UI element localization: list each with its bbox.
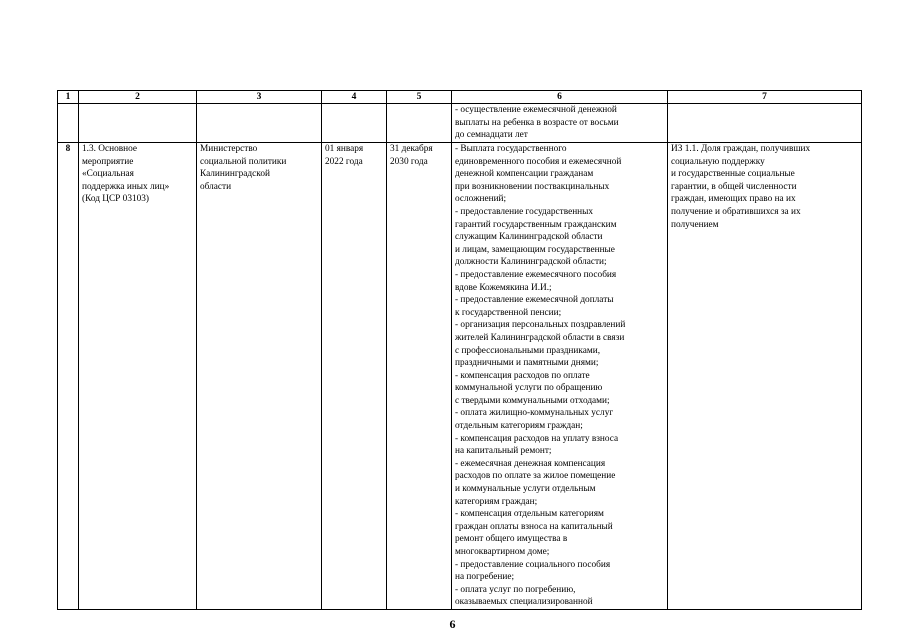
start-date-cell bbox=[322, 143, 387, 610]
text-line: денежной компенсации гражданам bbox=[455, 169, 594, 180]
text-line: - компенсация отдельным категориям bbox=[455, 509, 604, 520]
text-line: граждан, имеющих право на их bbox=[671, 194, 796, 205]
text-line: ИЗ 1.1. Доля граждан, получивших bbox=[671, 144, 811, 154]
header-row bbox=[58, 91, 862, 104]
header-col-7: 7 bbox=[668, 91, 862, 104]
text-line: оказываемых специализированной bbox=[455, 597, 593, 608]
text-line: 2022 года bbox=[325, 156, 363, 167]
text-line: коммунальной услуги по обращению bbox=[455, 383, 603, 394]
description-cell bbox=[452, 143, 668, 610]
text-line: социальной политики bbox=[200, 156, 287, 167]
text-line: с твердыми коммунальными отходами; bbox=[455, 395, 610, 406]
text-line: - оплата услуг по погребению, bbox=[455, 584, 576, 595]
text-line: - осуществление ежемесячной денежной bbox=[455, 105, 617, 115]
header-col-4: 4 bbox=[322, 91, 387, 104]
text-line: 01 января bbox=[325, 144, 364, 154]
text-line: отдельным категориям граждан; bbox=[455, 421, 583, 432]
header-col-2: 2 bbox=[79, 91, 197, 104]
text-line: 1.3. Основное bbox=[82, 144, 137, 154]
cell-empty bbox=[322, 104, 387, 143]
text-line: при возникновении поствакцинальных bbox=[455, 181, 610, 192]
text-line: на капитальный ремонт; bbox=[455, 446, 552, 457]
text-line: 2030 года bbox=[390, 156, 428, 167]
text-line: к государственной пенсии; bbox=[455, 307, 562, 318]
header-col-6: 6 bbox=[452, 91, 668, 104]
text-line: 31 декабря bbox=[390, 144, 433, 154]
text-line: - компенсация расходов по оплате bbox=[455, 370, 590, 381]
table-row-continuation bbox=[58, 104, 862, 143]
text-line: - предоставление социального пособия bbox=[455, 559, 611, 570]
text-line: выплаты на ребенка в возрасте от восьми bbox=[455, 117, 619, 128]
text-line: служащим Калининградской области bbox=[455, 232, 603, 243]
text-line: Министерство bbox=[200, 144, 258, 154]
text-line: получением bbox=[671, 219, 719, 230]
end-date-cell bbox=[387, 143, 452, 610]
text-line: - предоставление ежемесячной доплаты bbox=[455, 295, 614, 306]
text-line: и коммунальные услуги отдельным bbox=[455, 484, 596, 495]
cell-empty bbox=[387, 104, 452, 143]
text-line: и государственные социальные bbox=[671, 169, 795, 180]
text-line: вдове Кожемякина И.И.; bbox=[455, 282, 552, 293]
program-measures-table bbox=[57, 90, 862, 610]
text-line: - Выплата государственного bbox=[455, 144, 567, 154]
text-line: - оплата жилищно-коммунальных услуг bbox=[455, 408, 614, 419]
text-line: единовременного пособия и ежемесячной bbox=[455, 156, 622, 167]
cell-empty bbox=[79, 104, 197, 143]
text-line: «Социальная bbox=[82, 169, 134, 180]
text-line: многоквартирном доме; bbox=[455, 547, 550, 557]
indicator-cell bbox=[668, 143, 862, 610]
executor-cell bbox=[197, 143, 322, 610]
text-line: - ежемесячная денежная компенсация bbox=[455, 458, 606, 469]
text-line: гарантии, в общей численности bbox=[671, 181, 797, 192]
text-line: ремонт общего имущества в bbox=[455, 534, 568, 545]
text-line: - компенсация расходов на уплату взноса bbox=[455, 433, 619, 444]
text-line: (Код ЦСР 03103) bbox=[82, 194, 150, 205]
text-line: с профессиональными праздниками, bbox=[455, 345, 601, 356]
header-col-1: 1 bbox=[58, 91, 79, 104]
text-line: граждан оплаты взноса на капитальный bbox=[455, 521, 613, 532]
text-line: поддержка иных лиц» bbox=[82, 181, 170, 192]
table-row-8 bbox=[58, 143, 862, 610]
text-line: расходов по оплате за жилое помещение bbox=[455, 471, 616, 482]
header-col-3: 3 bbox=[197, 91, 322, 104]
header-col-5: 5 bbox=[387, 91, 452, 104]
text-line: на погребение; bbox=[455, 572, 515, 583]
row-number-cell: 8 bbox=[58, 143, 79, 610]
text-line: мероприятие bbox=[82, 156, 134, 167]
page-number: 6 bbox=[449, 617, 456, 631]
cell-empty bbox=[668, 104, 862, 143]
text-line: - предоставление ежемесячного пособия bbox=[455, 269, 617, 280]
text-line: до семнадцати лет bbox=[455, 130, 528, 141]
text-line: области bbox=[200, 181, 232, 192]
text-line: категориям граждан; bbox=[455, 496, 538, 507]
text-line: социальную поддержку bbox=[671, 156, 765, 167]
cell-empty bbox=[58, 104, 79, 143]
continuation-description-cell bbox=[452, 104, 668, 143]
text-line: получение и обратившихся за их bbox=[671, 206, 801, 217]
text-line: гарантий государственным гражданским bbox=[455, 219, 617, 230]
text-line: - предоставление государственных bbox=[455, 206, 594, 217]
measure-name-cell bbox=[79, 143, 197, 610]
text-line: жителей Калининградской области в связи bbox=[455, 332, 625, 343]
text-line: осложнений; bbox=[455, 194, 507, 205]
text-line: праздничными и памятными днями; bbox=[455, 358, 599, 369]
text-line: - организация персональных поздравлений bbox=[455, 320, 626, 331]
text-line: Калининградской bbox=[200, 169, 270, 180]
cell-empty bbox=[197, 104, 322, 143]
text-line: и лицам, замещающим государственные bbox=[455, 244, 615, 255]
text-line: должности Калининградской области; bbox=[455, 257, 607, 268]
